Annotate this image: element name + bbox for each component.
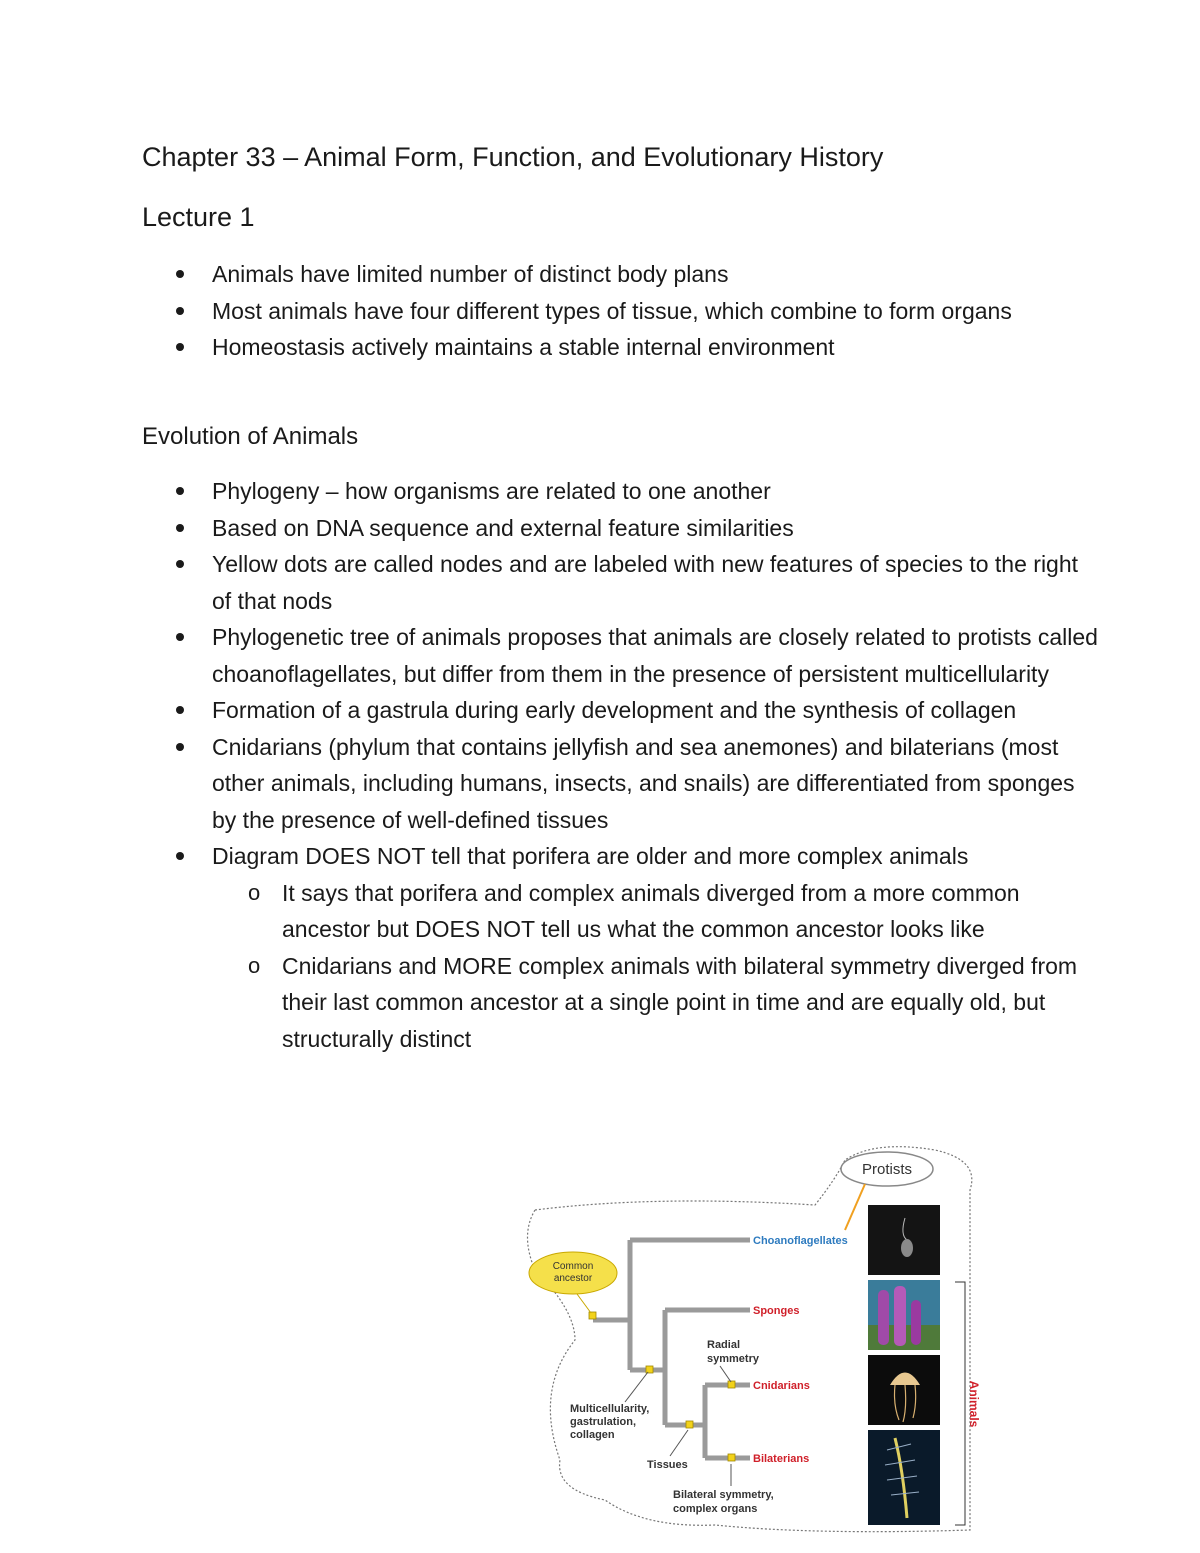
lecture-bullet-list bbox=[0, 256, 1100, 366]
list-item: Homeostasis actively maintains a stable internal environment bbox=[0, 329, 1100, 366]
list-item-text: Diagram DOES NOT tell that porifera are older and more complex animals bbox=[212, 843, 969, 869]
list-item: Formation of a gastrula during early development and the synthesis of collagen bbox=[0, 692, 1100, 729]
protists-label: Protists bbox=[861, 1161, 913, 1178]
list-item: Most animals have four different types of tissue, which combine to form organs bbox=[0, 293, 1100, 330]
list-item: Cnidarians (phylum that contains jellyfish and sea anemones) and bilaterians (most other animals, including humans, insects, and snails) are differentiated from sponges by the presence of well-defined tissues bbox=[0, 729, 1100, 839]
choanoflagellate-photo bbox=[868, 1205, 940, 1275]
list-item: Phylogenetic tree of animals proposes that animals are closely related to protists called choanoflagellates, but differ from them in the presence of persistent multicellularity bbox=[0, 619, 1100, 692]
cnidarians-label: Cnidarians bbox=[753, 1380, 810, 1392]
radial-symmetry-label: Radial bbox=[707, 1339, 741, 1351]
sub-bullet-list bbox=[212, 875, 1100, 1058]
svg-text:gastrulation,: gastrulation, bbox=[570, 1416, 637, 1428]
sponge-photo bbox=[868, 1280, 940, 1350]
svg-text:symmetry: symmetry bbox=[707, 1353, 759, 1365]
chapter-title: Chapter 33 – Animal Form, Function, and Evolutionary History bbox=[142, 142, 884, 172]
list-item-with-subitems bbox=[0, 838, 1100, 1057]
evolution-bullet-list bbox=[0, 473, 1100, 1057]
tissues-label: Tissues bbox=[647, 1459, 688, 1471]
list-item: Yellow dots are called nodes and are labeled with new features of species to the right of that nods bbox=[0, 546, 1100, 619]
common-ancestor-label: Common bbox=[552, 1261, 594, 1272]
phylogenetic-tree-diagram bbox=[515, 1140, 985, 1540]
sponges-label: Sponges bbox=[753, 1305, 800, 1317]
lecture-title: Lecture 1 bbox=[142, 202, 255, 232]
jellyfish-photo bbox=[868, 1355, 940, 1425]
sub-list-item: o It says that porifera and complex animals diverged from a more common ancestor but DOES NOT tell us what the common ancestor looks like bbox=[212, 875, 1100, 948]
bilaterian-photo bbox=[868, 1430, 940, 1525]
common-ancestor-callout bbox=[529, 1252, 617, 1313]
list-item: Based on DNA sequence and external feature similarities bbox=[0, 510, 1100, 547]
svg-text:complex organs: complex organs bbox=[673, 1503, 758, 1515]
bilateral-symmetry-label: Bilateral symmetry, bbox=[673, 1489, 774, 1501]
sub-list-item: o Cnidarians and MORE complex animals with bilateral symmetry diverged from their last common ancestor at a single point in time and are equally old, but structurally distinct bbox=[212, 948, 1100, 1058]
bilaterians-label: Bilaterians bbox=[753, 1453, 810, 1465]
list-item: Animals have limited number of distinct body plans bbox=[0, 256, 1100, 293]
svg-text:collagen: collagen bbox=[570, 1429, 615, 1441]
multicellularity-label: Multicellularity, bbox=[570, 1403, 650, 1415]
animals-label: Animals bbox=[967, 1380, 981, 1428]
animals-bracket bbox=[955, 1282, 965, 1525]
svg-text:ancestor: ancestor bbox=[553, 1273, 593, 1284]
list-item: Phylogeny – how organisms are related to one another bbox=[0, 473, 1100, 510]
section-heading-evolution: Evolution of Animals bbox=[142, 423, 359, 450]
choanoflagellates-label: Choanoflagellates bbox=[753, 1235, 848, 1247]
